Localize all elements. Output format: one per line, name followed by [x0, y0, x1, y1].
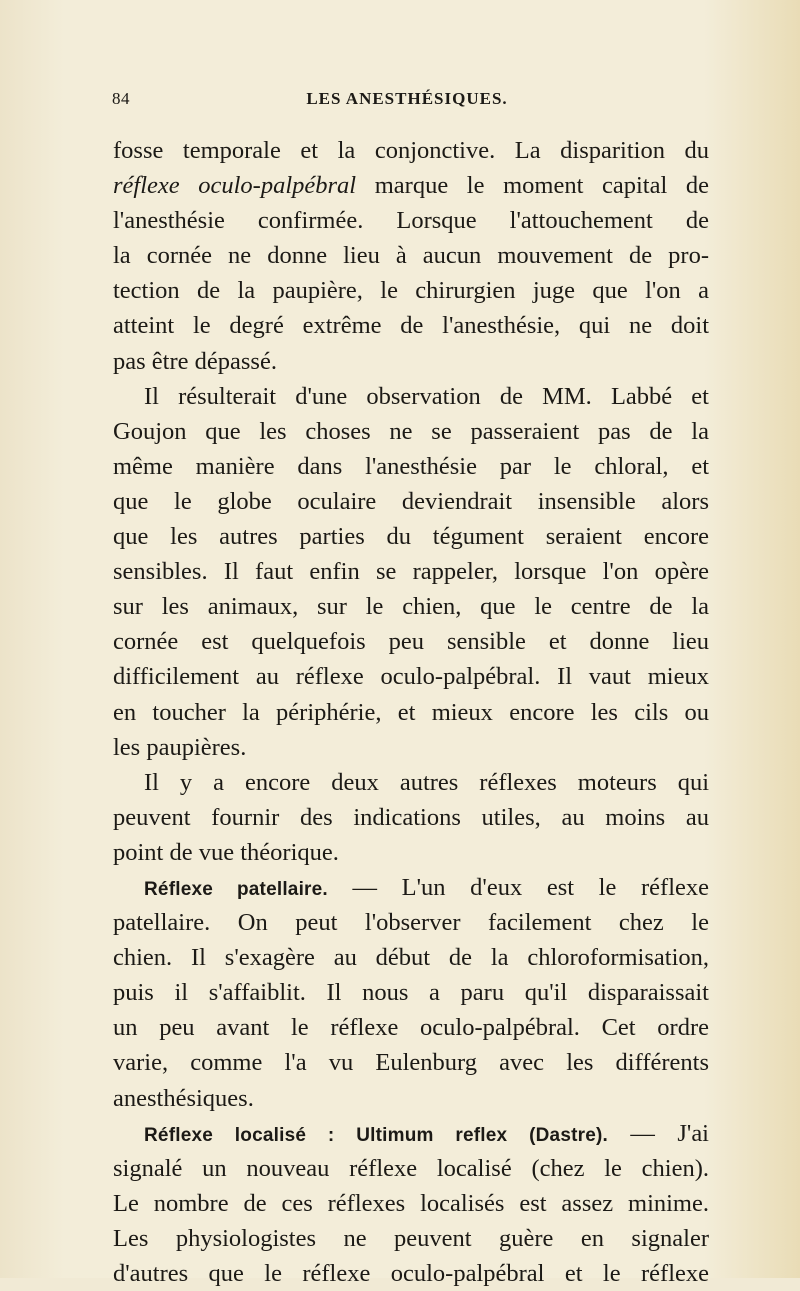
line-text: atteint le degré extrême de l'anesthésie, qui ne doit: [113, 312, 709, 340]
line-text: cornée est quelquefois peu sensible et donne lieu: [113, 628, 709, 656]
line-text: signalé un nouveau réflexe localisé (chez le chien).: [113, 1154, 709, 1182]
text-line: [113, 800, 709, 835]
line-text: Les physiologistes ne peuvent guère en signaler: [113, 1224, 709, 1252]
text-line: [113, 659, 709, 694]
text-line: [113, 414, 709, 449]
line-text: Le nombre de ces réflexes localisés est assez minime.: [113, 1189, 709, 1217]
line-text: d'autres que le réflexe oculo-palpébral et le réflexe: [113, 1260, 709, 1287]
text-line: [113, 344, 709, 379]
text-line: [113, 484, 709, 519]
line-text: sur les animaux, sur le chien, que le centre de la: [113, 593, 709, 621]
line-text: que le globe oculaire deviendrait insensible alors: [113, 487, 709, 515]
line-text: — J'ai: [607, 1119, 709, 1147]
line-text: Il y a encore deux autres réflexes moteurs qui: [144, 768, 709, 796]
text-line: [113, 624, 709, 659]
text-line: [113, 449, 709, 484]
text-line: [113, 940, 709, 975]
text-line: [113, 1045, 709, 1080]
line-text: fosse temporale et la conjonctive. La disparition du: [113, 137, 709, 164]
line-text: sensibles. Il faut enfin se rappeler, lorsque l'on opère: [113, 558, 709, 586]
line-text: anesthésiques.: [113, 1084, 254, 1112]
text-line: [113, 870, 709, 905]
text-line: [113, 905, 709, 940]
text-line: [113, 1151, 709, 1186]
text-line: [113, 1116, 709, 1151]
text-line: [113, 519, 709, 554]
line-text: même manière dans l'anesthésie par le chloral, et: [113, 452, 709, 480]
text-line: [113, 975, 709, 1010]
line-text: les paupières.: [113, 733, 247, 761]
text-line: [113, 1256, 709, 1291]
line-text: varie, comme l'a vu Eulenburg avec les différents: [113, 1049, 709, 1077]
line-text: l'anesthésie confirmée. Lorsque l'attouchement de: [113, 207, 709, 235]
line-text: la cornée ne donne lieu à aucun mouvement de pro-: [113, 242, 709, 270]
text-line: [113, 765, 709, 800]
text-line: [113, 238, 709, 273]
line-text: pas être dépassé.: [113, 347, 277, 375]
text-line: [113, 1081, 709, 1116]
text-line: [113, 835, 709, 870]
line-text: difficilement au réflexe oculo-palpébral. Il vaut mieux: [113, 663, 709, 691]
text-line: [113, 168, 709, 203]
body-text: [113, 133, 709, 1291]
text-line: [113, 203, 709, 238]
line-text: patellaire. On peut l'observer facilement chez le: [113, 909, 709, 937]
section-heading: Réflexe localisé : Ultimum reflex (Dastre).: [144, 1124, 608, 1146]
text-line: [113, 133, 709, 168]
italic-term: réflexe oculo-palpébral: [113, 172, 357, 200]
running-title: LES ANESTHÉSIQUES.: [306, 89, 508, 108]
line-text: Il résulterait d'une observation de MM. Labbé et: [144, 382, 709, 410]
line-text: — L'un d'eux est le réflexe: [327, 873, 709, 901]
line-text: que les autres parties du tégument seraient encore: [113, 523, 709, 551]
text-line: [113, 308, 709, 343]
text-line: [113, 589, 709, 624]
text-line: [113, 1186, 709, 1221]
section-heading: Réflexe patellaire.: [144, 878, 328, 900]
text-line: [113, 1010, 709, 1045]
line-text: marque le moment capital de: [356, 172, 710, 200]
line-text: Goujon que les choses ne se passeraient pas de la: [113, 417, 709, 445]
text-line: [113, 554, 709, 589]
text-line: [113, 273, 709, 308]
line-text: peuvent fournir des indications utiles, au moins au: [113, 803, 709, 831]
line-text: point de vue théorique.: [113, 838, 339, 866]
page-header: [112, 89, 702, 113]
page-number: 84: [112, 89, 130, 108]
line-text: chien. Il s'exagère au début de la chloroformisation,: [113, 944, 709, 972]
line-text: puis il s'affaiblit. Il nous a paru qu'il disparaissait: [113, 979, 709, 1007]
text-line: [113, 1221, 709, 1256]
line-text: en toucher la périphérie, et mieux encore les cils ou: [113, 698, 709, 726]
line-text: tection de la paupière, le chirurgien juge que l'on a: [113, 277, 709, 305]
text-line: [113, 379, 709, 414]
text-line: [113, 730, 709, 765]
text-line: [113, 695, 709, 730]
line-text: un peu avant le réflexe oculo-palpébral. Cet ordre: [113, 1014, 709, 1042]
